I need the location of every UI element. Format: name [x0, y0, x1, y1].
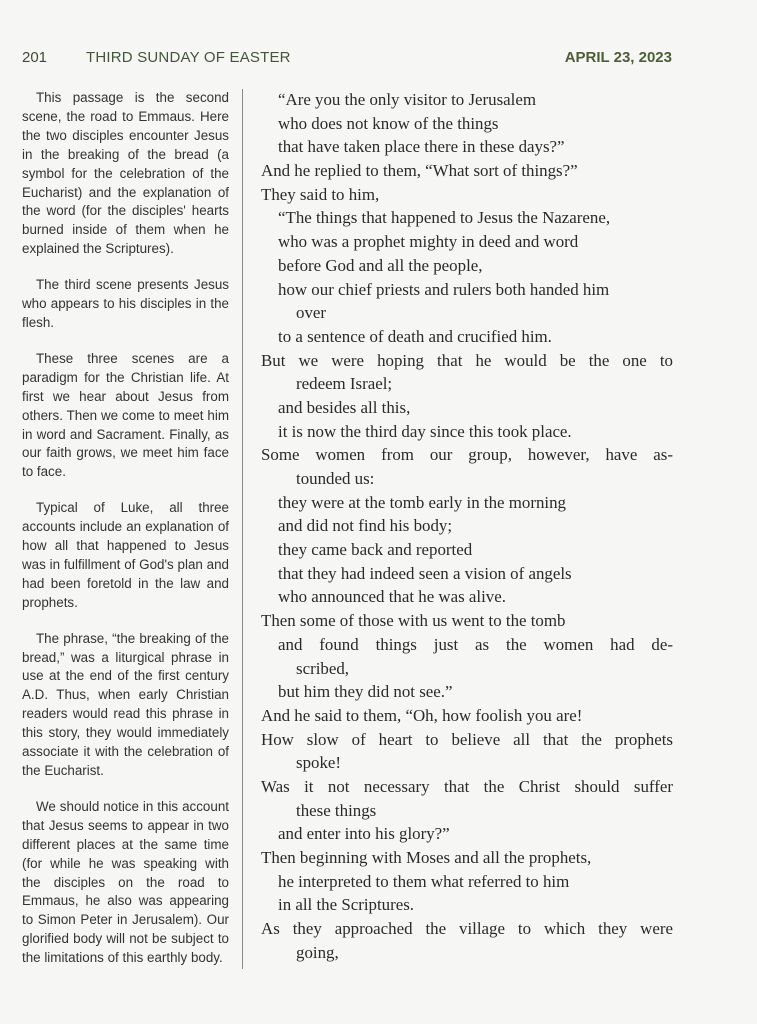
reading-line: that have taken place there in these days?”	[278, 137, 565, 157]
reading-line: that they had indeed seen a vision of angels	[278, 563, 572, 583]
reading-line: Some women from our group, however, have as-	[261, 445, 673, 465]
reading-line: “The things that happened to Jesus the Nazarene,	[278, 208, 611, 228]
page-number: 201	[22, 49, 48, 66]
commentary-paragraph: We should notice in this account that Jesus seems to appear in two different places at the same time (for while he was speaking with the disciples on the road to Emmaus, he also was appearing to Simon Peter in Jerusalem). Our glorified body will not be subject to the limitations of this earthly body.	[22, 798, 229, 966]
reading-line: who announced that he was alive.	[278, 587, 506, 607]
reading-line: tounded us:	[296, 469, 375, 488]
reading-line: and enter into his glory?”	[278, 824, 450, 844]
commentary-column	[22, 89, 229, 985]
reading-line: Then beginning with Moses and all the prophets,	[261, 848, 592, 867]
column-divider	[242, 89, 243, 969]
reading-line: They said to him,	[261, 184, 380, 204]
reading-line: it is now the third day since this took place.	[278, 421, 572, 441]
reading-line: redeem Israel;	[296, 374, 393, 394]
reading-line: and besides all this,	[278, 397, 411, 417]
reading-line: How slow of heart to believe all that the prophets	[261, 729, 673, 749]
reading-line: But we were hoping that he would be the one to	[261, 350, 673, 370]
commentary-paragraph: The phrase, “the breaking of the bread,” was a liturgical phrase in use at the end of the first century A.D. Thus, when early Christian readers would read this phrase in this story, they would immediately associate it with the celebration of the Eucharist.	[22, 630, 229, 778]
reading-line: “Are you the only visitor to Jerusalem	[278, 90, 536, 109]
reading-line: they came back and reported	[278, 540, 473, 560]
reading-line: And he replied to them, “What sort of things?”	[261, 161, 578, 181]
reading-line: who was a prophet mighty in deed and word	[278, 232, 579, 252]
reading-line: who does not know of the things	[278, 113, 499, 133]
page-header	[22, 49, 672, 69]
reading-line: going,	[296, 942, 339, 962]
reading-line: over	[296, 303, 327, 323]
reading-line: spoke!	[296, 753, 342, 773]
commentary-paragraph: The third scene presents Jesus who appears to his disciples in the flesh.	[22, 277, 229, 330]
reading-line: and found things just as the women had de-	[278, 634, 673, 654]
reading-line: scribed,	[296, 658, 349, 678]
scripture-reading	[261, 88, 673, 964]
reading-line: but him they did not see.”	[278, 682, 453, 702]
liturgical-day-title: THIRD SUNDAY OF EASTER	[86, 49, 291, 66]
reading-line: Then some of those with us went to the tomb	[261, 611, 566, 631]
reading-line: these things	[296, 800, 377, 820]
reading-line: in all the Scriptures.	[278, 895, 415, 915]
reading-line: Was it not necessary that the Christ should suffer	[261, 776, 673, 796]
commentary-paragraph: Typical of Luke, all three accounts include an explanation of how all that happened to Jesus was in fulfillment of God's plan and had been foretold in the law and prophets.	[22, 500, 229, 610]
reading-line: and did not find his body;	[278, 516, 453, 536]
reading-line: And he said to them, “Oh, how foolish you are!	[261, 705, 583, 725]
commentary-paragraph: These three scenes are a paradigm for the Christian life. At first we hear about Jesus from others. Then we come to meet him in word and Sacrament. Finally, as our faith grows, we meet him face to face.	[22, 350, 229, 480]
reading-line: he interpreted to them what referred to him	[278, 871, 570, 891]
reading-line: before God and all the people,	[278, 255, 483, 275]
reading-line: they were at the tomb early in the morning	[278, 492, 566, 512]
reading-line: to a sentence of death and crucified him.	[278, 326, 552, 346]
reading-line: how our chief priests and rulers both handed him	[278, 279, 610, 299]
commentary-paragraph: This passage is the second scene, the road to Emmaus. Here the two disciples encounter Jesus in the breaking of the bread (a symbol for the celebration of the Eucharist) and the explanation of the word (for the disciples' hearts burned inside of them when he explained the Scriptures).	[22, 90, 229, 257]
header-date: APRIL 23, 2023	[564, 49, 672, 66]
reading-line: As they approached the village to which they were	[261, 919, 673, 939]
